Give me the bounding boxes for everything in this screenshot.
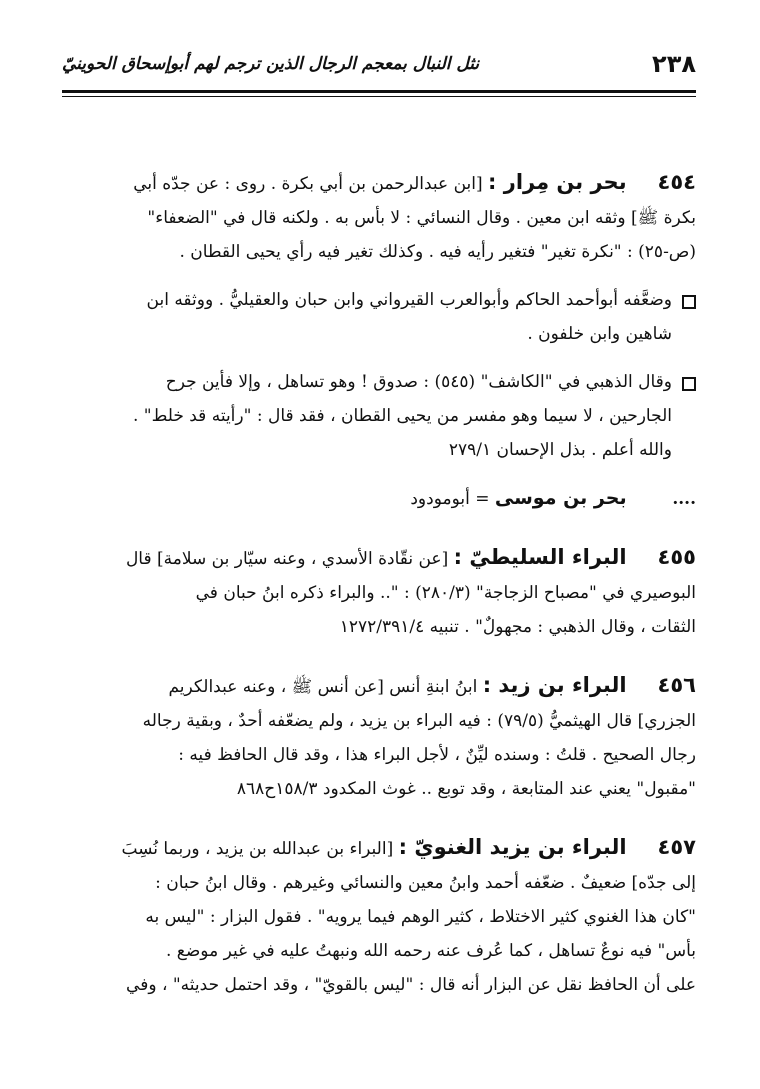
entry-text-line: بأس" فيه نوعٌ تساهل ، كما عُرف عنه رحمه الله ونبهتُ عليه في غير موضع . <box>166 941 696 961</box>
page-number: ٢٣٨ <box>652 50 696 78</box>
entry-text-line: الجزري] قال الهيثميُّ (٧٩/٥) : فيه البراء بن يزيد ، ولم يضعّفه أحدٌ ، وبقية رجاله <box>142 711 696 731</box>
entry-number: ٤٥٤ <box>657 170 696 194</box>
note-text-line: وقال الذهبي في "الكاشف" (٥٤٥) : صدوق ! وهو تساهل ، وإلا فأين جرح <box>165 372 672 392</box>
note-text-line: الجارحين ، لا سيما وهو مفسر من يحيى القطان ، فقد قال : "رأيته قد خلط" . <box>132 406 672 426</box>
note-bullet <box>62 283 696 351</box>
entry-456 <box>62 668 696 806</box>
entry-number: ٤٥٧ <box>657 835 696 859</box>
entry-text-line: (ص-٢٥) : "نكرة تغير" فتغير رأيه فيه . وكذلك تغير فيه رأي يحيى القطان . <box>179 242 696 262</box>
entry-text-line: [ابن عبدالرحمن بن أبي بكرة . روى : عن جدّه أبي <box>133 174 483 194</box>
entry-number: ٤٥٥ <box>657 545 696 569</box>
entry-text-line: على أن الحافظ نقل عن البزار أنه قال : "ليس بالقويّ" ، وقد احتمل حديثه" ، وفي <box>126 975 696 995</box>
entry-text-line: "مقبول" يعني عند المتابعة ، وقد توبع .. غوث المكدود ١٥٨/٣ح٨٦٨ <box>236 779 696 799</box>
entry-name: البراء بن يزيد الغنويّ : <box>398 835 627 859</box>
entry-454 <box>62 165 696 269</box>
header-rule-thick <box>62 90 696 93</box>
entry-text-line: رجال الصحيح . قلتُ : وسنده ليِّنٌ ، لأجل البراء هذا ، وقد قال الحافظ فيه : <box>178 745 696 765</box>
note-text-line: وضعَّفه أبوأحمد الحاكم وأبوالعرب القيرواني وابن حبان والعقيليُّ . ووثقه ابن <box>146 290 672 310</box>
entry-name: البراء بن زيد : <box>482 673 627 697</box>
note-text-line: والله أعلم . بذل الإحسان ٢٧٩/١ <box>448 440 672 460</box>
entry-text-line: إلى جدّه] ضعيفٌ . ضعّفه أحمد وابنُ معين والنسائي وغيرهم . وقال ابنُ حبان : <box>155 873 696 893</box>
entry-name: البراء السليطيّ : <box>453 545 627 569</box>
cross-reference <box>62 481 696 516</box>
checkbox-bullet-icon <box>682 377 696 391</box>
note-text-line: شاهين وابن خلفون . <box>527 324 672 344</box>
entry-text-line: [عن نقّادة الأسدي ، وعنه سيّار بن سلامة] قال <box>125 549 449 569</box>
running-title: نثل النبال بمعجم الرجال الذين ترجم لهم أبوإسحاق الحوينيّ <box>62 54 480 74</box>
header-rule-thin <box>62 96 696 97</box>
crossref-marker: .... <box>672 489 696 509</box>
entry-text-line: ابنُ ابنةِ أنس [عن أنس ﷺ ، وعنه عبدالكريم <box>168 677 478 697</box>
entry-name: بحر بن مِرار : <box>488 170 627 194</box>
page-header <box>62 44 696 84</box>
entry-457 <box>62 830 696 1002</box>
entry-text-line: الثقات ، وقال الذهبي : مجهولٌ" . تنبيه ١٢٧٢/٣٩١/٤ <box>339 617 696 637</box>
checkbox-bullet-icon <box>682 295 696 309</box>
entry-text-line: البوصيري في "مصباح الزجاجة" (٢٨٠/٣) : ".. والبراء ذكره ابنُ حبان في <box>195 583 696 603</box>
entry-number: ٤٥٦ <box>657 673 696 697</box>
entry-text-line: [البراء بن عبدالله بن يزيد ، وربما نُسِبَ <box>121 839 394 859</box>
note-bullet <box>62 365 696 467</box>
page-body <box>62 165 696 1002</box>
crossref-name: بحر بن موسى <box>494 487 627 509</box>
entry-text-line: بكرة ﷺ] وثقه ابن معين . وقال النسائي : لا بأس به . ولكنه قال في "الضعفاء" <box>147 208 696 228</box>
crossref-target: = أبومودود <box>410 489 490 509</box>
entry-text-line: "كان هذا الغنوي كثير الاختلاط ، كثير الوهم فيما يرويه" . فقول البزار : "ليس به <box>145 907 696 927</box>
entry-455 <box>62 540 696 644</box>
